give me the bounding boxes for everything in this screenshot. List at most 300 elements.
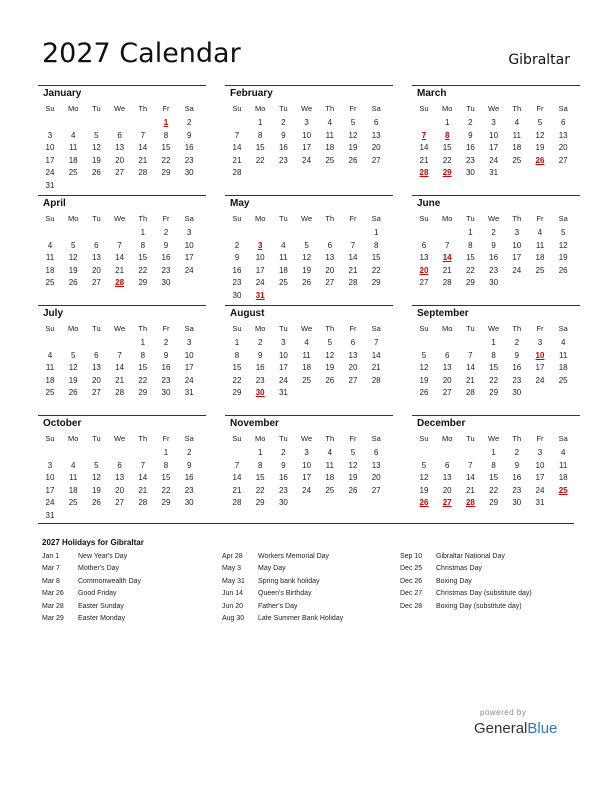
- day-cell: 31: [278, 388, 288, 398]
- day-cell: 3: [47, 130, 53, 140]
- holiday-date: Mar 28: [42, 602, 64, 610]
- day-cell: 25: [68, 498, 78, 508]
- day-cell: 21: [442, 265, 452, 275]
- day-cell: 16: [184, 143, 194, 153]
- day-cell: 30: [465, 168, 475, 178]
- day-cell: 1: [373, 228, 379, 237]
- month-name: June: [417, 198, 441, 209]
- weekday-label: Tu: [279, 324, 288, 333]
- day-cell: 23: [489, 265, 499, 275]
- day-cell: 12: [419, 363, 429, 373]
- day-cell: 11: [325, 460, 334, 470]
- day-cell: 5: [70, 240, 76, 250]
- weekday-label: Sa: [371, 434, 381, 443]
- weekday-label: Th: [325, 434, 335, 443]
- weekday-label: Sa: [558, 324, 568, 333]
- day-cell: 2: [186, 448, 192, 457]
- day-cell: 12: [68, 253, 78, 263]
- day-cell: 11: [302, 350, 311, 360]
- day-cell: 8: [163, 460, 169, 470]
- day-cell: 31: [184, 388, 194, 398]
- day-cell: 11: [325, 130, 334, 140]
- day-cell: 21: [115, 265, 125, 275]
- day-cell: 3: [186, 338, 192, 347]
- day-cell: 24: [278, 375, 288, 385]
- weekday-label: Fr: [536, 324, 544, 333]
- day-cell: 19: [535, 143, 545, 153]
- day-cell: 29: [255, 498, 265, 508]
- day-cell: 13: [115, 473, 125, 483]
- day-cell: 30: [184, 168, 194, 178]
- month-name: October: [43, 418, 82, 429]
- day-cell: 27: [348, 375, 358, 385]
- day-cell: 3: [47, 460, 53, 470]
- day-cell: 21: [138, 485, 148, 495]
- day-cell: 2: [491, 228, 496, 237]
- weekday-label: Mo: [67, 434, 79, 443]
- day-cell: 19: [91, 485, 101, 495]
- weekday-header: [38, 214, 206, 226]
- day-cell: 6: [94, 350, 99, 360]
- day-cell: 15: [255, 473, 265, 483]
- day-cell: 9: [514, 350, 520, 360]
- day-cell: 12: [535, 130, 545, 140]
- weekday-label: Su: [232, 434, 242, 443]
- day-cell: 15: [371, 253, 381, 263]
- day-cell: 1: [491, 338, 496, 347]
- day-cell: 15: [161, 473, 171, 483]
- weekday-label: Su: [419, 324, 429, 333]
- day-cell: 25: [278, 278, 288, 288]
- day-cell: 20: [115, 155, 125, 165]
- day-cell: 7: [117, 350, 122, 360]
- day-cell: 12: [91, 143, 101, 153]
- day-cell: 16: [161, 253, 171, 263]
- holiday-item: [222, 578, 402, 590]
- day-cell: 28: [138, 168, 148, 178]
- holiday-name: Good Friday: [78, 590, 117, 598]
- day-cell: 23: [278, 485, 288, 495]
- day-cell: 13: [325, 253, 335, 263]
- day-cell: 21: [419, 155, 429, 165]
- day-cell: 17: [302, 473, 312, 483]
- day-cell: 16: [278, 143, 288, 153]
- holiday-item: [400, 565, 580, 577]
- weekday-header: [412, 324, 580, 336]
- weekday-label: Su: [232, 324, 242, 333]
- day-cell: 15: [138, 363, 148, 373]
- holiday-date: Sep 10: [400, 553, 423, 560]
- weekday-label: Th: [512, 434, 522, 443]
- day-cell: 5: [421, 350, 427, 360]
- holiday-date: Dec 28: [400, 602, 423, 610]
- holiday-item: [42, 565, 222, 577]
- weekday-label: Tu: [92, 214, 101, 223]
- weekday-label: Mo: [67, 214, 79, 223]
- day-cell: 19: [325, 363, 335, 373]
- day-cell: 30: [278, 498, 288, 508]
- day-cell: 18: [558, 473, 568, 483]
- month-march: [412, 85, 580, 193]
- day-cell: 1: [140, 338, 146, 347]
- weekday-label: Su: [232, 214, 242, 223]
- day-cell: 5: [327, 338, 333, 347]
- day-cell: 11: [559, 350, 568, 360]
- day-cell: 5: [94, 460, 99, 470]
- day-cell: 27: [115, 498, 125, 508]
- day-cell: 29: [138, 388, 148, 398]
- day-cell: 17: [45, 485, 55, 495]
- day-cell: 6: [444, 460, 450, 470]
- day-cell: 19: [91, 155, 101, 165]
- weekday-header: [225, 324, 393, 336]
- holiday-item: [222, 565, 402, 577]
- day-cell: 1: [468, 228, 473, 237]
- day-cell: 5: [94, 130, 99, 140]
- day-cell: 15: [489, 363, 499, 373]
- day-cell: 20: [348, 363, 358, 373]
- holiday-date: Apr 28: [222, 553, 243, 560]
- holiday-date: May 31: [222, 577, 245, 585]
- day-cell: 9: [514, 460, 520, 470]
- day-cell: 2: [281, 448, 286, 457]
- day-cell: 6: [327, 240, 333, 250]
- day-cell: 23: [465, 155, 475, 165]
- day-cell: 18: [535, 253, 545, 263]
- month-october: [38, 415, 206, 523]
- day-cell: 2: [186, 118, 192, 127]
- day-cell: 30: [489, 278, 499, 288]
- day-cell: 31: [489, 168, 499, 178]
- weekday-label: Th: [325, 104, 335, 113]
- day-cell: 7: [234, 130, 240, 140]
- day-cell: 4: [70, 130, 76, 140]
- day-cell: 13: [558, 130, 568, 140]
- day-cell: 26: [302, 278, 312, 288]
- weekday-label: Tu: [279, 434, 288, 443]
- holiday-item: [42, 578, 222, 590]
- day-cell: 6: [373, 118, 379, 127]
- holiday-date: Mar 7: [42, 565, 60, 573]
- day-cell: 10: [278, 350, 288, 360]
- weekday-label: Fr: [536, 214, 544, 223]
- day-cell: 12: [348, 460, 358, 470]
- day-cell: 2: [514, 338, 520, 347]
- holiday-item: [42, 603, 222, 615]
- day-cell: 18: [325, 473, 335, 483]
- day-cell: 22: [442, 155, 452, 165]
- month-name: May: [230, 198, 250, 209]
- weekday-label: We: [114, 434, 126, 443]
- day-cell: 20: [91, 265, 101, 275]
- weekday-label: Su: [232, 104, 242, 113]
- month-divider: [225, 305, 393, 306]
- day-cell: 20: [371, 143, 381, 153]
- weekday-label: Sa: [184, 104, 194, 113]
- holiday-date: Jun 20: [222, 602, 244, 610]
- day-cell: 23: [184, 485, 194, 495]
- day-cell: 4: [327, 118, 333, 127]
- weekday-header: [412, 214, 580, 226]
- holiday-column: [222, 553, 402, 627]
- weekday-label: Mo: [67, 104, 79, 113]
- holiday-item: [222, 553, 402, 565]
- day-cell: 24: [45, 168, 55, 178]
- brand-left: General: [474, 720, 528, 737]
- day-cell: 28: [232, 168, 242, 178]
- day-cell: 18: [68, 485, 78, 495]
- day-cell: 24: [535, 375, 545, 385]
- holiday-name: Spring bank holiday: [258, 577, 320, 585]
- holiday-date: Mar 29: [42, 614, 64, 622]
- month-august: [225, 305, 393, 413]
- weekday-label: Su: [45, 104, 55, 113]
- day-cell: 2: [468, 118, 473, 127]
- weekday-label: Th: [512, 104, 522, 113]
- day-cell: 30: [184, 498, 194, 508]
- day-cell: 6: [421, 240, 427, 250]
- day-cell: 6: [94, 240, 99, 250]
- month-divider: [225, 415, 393, 416]
- holiday-name: Boxing Day (substitute day): [436, 602, 522, 610]
- month-name: September: [417, 308, 469, 319]
- day-cell: 21: [465, 375, 475, 385]
- day-cell: 5: [421, 460, 427, 470]
- day-cell: 22: [232, 375, 242, 385]
- day-cell: 16: [512, 363, 522, 373]
- day-cell: 22: [138, 375, 148, 385]
- holiday-name: Easter Monday: [78, 614, 126, 622]
- day-cell: 8: [468, 240, 473, 250]
- day-cell: 28: [442, 278, 452, 288]
- day-cell: 16: [489, 253, 499, 263]
- country-name: Gibraltar: [508, 52, 570, 68]
- weekday-label: Mo: [441, 434, 453, 443]
- day-cell: 14: [232, 473, 242, 483]
- day-cell: 22: [161, 485, 171, 495]
- holiday-day-cell: 30: [255, 388, 265, 398]
- day-cell: 24: [45, 498, 55, 508]
- month-divider: [412, 85, 580, 86]
- day-cell: 27: [442, 388, 452, 398]
- day-cell: 8: [234, 350, 240, 360]
- holiday-name: Gibraltar National Day: [436, 553, 505, 560]
- day-cell: 7: [234, 460, 240, 470]
- day-cell: 14: [138, 473, 148, 483]
- brand-logo[interactable]: [474, 720, 557, 737]
- day-cell: 10: [45, 143, 55, 153]
- weekday-label: Su: [419, 434, 429, 443]
- day-cell: 27: [371, 485, 381, 495]
- day-cell: 26: [325, 375, 335, 385]
- day-cell: 6: [350, 338, 356, 347]
- day-cell: 4: [327, 448, 333, 457]
- day-cell: 24: [512, 265, 522, 275]
- day-cell: 2: [163, 338, 169, 347]
- day-cell: 14: [232, 143, 242, 153]
- day-cell: 6: [444, 350, 450, 360]
- day-cell: 15: [442, 143, 452, 153]
- day-cell: 17: [302, 143, 312, 153]
- day-cell: 13: [91, 253, 101, 263]
- weekday-header: [225, 104, 393, 116]
- day-cell: 7: [468, 350, 473, 360]
- day-cell: 13: [442, 473, 452, 483]
- day-cell: 8: [257, 130, 263, 140]
- day-cell: 28: [115, 388, 125, 398]
- day-cell: 22: [371, 265, 381, 275]
- holiday-date: Aug 30: [222, 614, 245, 622]
- weekday-header: [38, 104, 206, 116]
- day-cell: 22: [465, 265, 475, 275]
- month-divider: [38, 195, 206, 196]
- day-cell: 16: [465, 143, 475, 153]
- weekday-label: Mo: [254, 324, 266, 333]
- day-cell: 16: [512, 473, 522, 483]
- day-cell: 20: [91, 375, 101, 385]
- day-cell: 24: [255, 278, 265, 288]
- day-cell: 14: [115, 253, 125, 263]
- weekday-label: Mo: [67, 324, 79, 333]
- day-cell: 19: [68, 375, 78, 385]
- weekday-label: Sa: [184, 434, 194, 443]
- day-cell: 12: [68, 363, 78, 373]
- day-cell: 14: [371, 350, 381, 360]
- month-november: [225, 415, 393, 523]
- holiday-day-cell: 1: [163, 118, 169, 127]
- day-cell: 13: [371, 460, 381, 470]
- day-cell: 17: [535, 473, 545, 483]
- day-cell: 18: [68, 155, 78, 165]
- day-cell: 13: [419, 253, 429, 263]
- month-name: August: [230, 308, 265, 319]
- day-cell: 22: [138, 265, 148, 275]
- day-cell: 10: [512, 240, 522, 250]
- day-cell: 13: [115, 143, 125, 153]
- day-cell: 4: [281, 240, 286, 250]
- holiday-name: Mother's Day: [78, 565, 120, 573]
- day-cell: 23: [161, 265, 171, 275]
- day-cell: 5: [70, 350, 76, 360]
- month-divider: [38, 305, 206, 306]
- holiday-day-cell: 3: [257, 240, 263, 250]
- day-cell: 10: [255, 253, 265, 263]
- day-cell: 19: [419, 375, 429, 385]
- day-cell: 26: [348, 485, 358, 495]
- day-cell: 8: [491, 460, 496, 470]
- day-cell: 5: [537, 118, 543, 127]
- day-cell: 19: [419, 485, 429, 495]
- day-cell: 18: [45, 265, 55, 275]
- holiday-item: [42, 590, 222, 602]
- day-cell: 12: [325, 350, 335, 360]
- day-cell: 27: [371, 155, 381, 165]
- holiday-name: Christmas Day: [436, 565, 482, 573]
- day-cell: 11: [512, 130, 521, 140]
- day-cell: 30: [161, 278, 171, 288]
- day-cell: 27: [558, 155, 568, 165]
- day-cell: 15: [161, 143, 171, 153]
- month-divider: [412, 305, 580, 306]
- day-cell: 26: [348, 155, 358, 165]
- weekday-label: We: [488, 214, 500, 223]
- day-cell: 25: [325, 485, 335, 495]
- day-cell: 10: [302, 460, 312, 470]
- day-cell: 11: [535, 240, 545, 250]
- day-cell: 19: [302, 265, 312, 275]
- day-cell: 1: [257, 448, 263, 457]
- weekday-label: Fr: [349, 434, 357, 443]
- weekday-header: [225, 214, 393, 226]
- holiday-name: Queen's Birthday: [258, 590, 312, 598]
- weekday-label: We: [301, 434, 313, 443]
- weekday-label: Th: [138, 324, 148, 333]
- day-cell: 30: [512, 388, 522, 398]
- day-cell: 8: [491, 350, 496, 360]
- weekday-header: [38, 324, 206, 336]
- day-cell: 16: [232, 265, 242, 275]
- weekday-label: Tu: [466, 434, 475, 443]
- day-cell: 3: [304, 118, 309, 127]
- weekday-label: Fr: [162, 324, 170, 333]
- day-cell: 19: [558, 253, 568, 263]
- weekday-label: Fr: [349, 324, 357, 333]
- day-cell: 8: [257, 460, 263, 470]
- day-cell: 17: [535, 363, 545, 373]
- day-cell: 25: [68, 168, 78, 178]
- month-divider: [225, 195, 393, 196]
- day-cell: 14: [465, 473, 475, 483]
- holiday-column: [400, 553, 580, 615]
- brand-right: Blue: [527, 720, 558, 737]
- day-cell: 1: [140, 228, 146, 237]
- holiday-item: [222, 615, 402, 627]
- day-cell: 24: [184, 375, 194, 385]
- day-cell: 21: [232, 155, 242, 165]
- holiday-date: May 3: [222, 565, 242, 573]
- holiday-date: Dec 26: [400, 577, 423, 585]
- day-cell: 21: [371, 363, 381, 373]
- holiday-name: Commonwealth Day: [78, 577, 142, 585]
- day-cell: 30: [512, 498, 522, 508]
- weekday-label: Tu: [466, 104, 475, 113]
- weekday-label: Su: [45, 434, 55, 443]
- day-cell: 10: [184, 350, 194, 360]
- weekday-label: Th: [138, 434, 148, 443]
- holiday-day-cell: 28: [419, 168, 429, 178]
- holiday-date: Dec 27: [400, 590, 423, 598]
- holiday-day-cell: 28: [115, 278, 125, 288]
- weekday-header: [412, 104, 580, 116]
- day-cell: 11: [69, 473, 78, 483]
- day-cell: 29: [489, 498, 499, 508]
- day-cell: 31: [45, 181, 55, 190]
- day-cell: 22: [489, 485, 499, 495]
- day-cell: 28: [348, 278, 358, 288]
- month-divider: [225, 85, 393, 86]
- day-cell: 16: [161, 363, 171, 373]
- day-cell: 22: [161, 155, 171, 165]
- day-cell: 28: [465, 388, 475, 398]
- day-cell: 9: [491, 240, 496, 250]
- day-cell: 11: [45, 363, 55, 373]
- day-cell: 2: [281, 118, 286, 127]
- day-cell: 9: [281, 460, 286, 470]
- weekday-label: We: [488, 324, 500, 333]
- day-cell: 21: [115, 375, 125, 385]
- day-cell: 26: [91, 168, 101, 178]
- day-cell: 11: [45, 253, 55, 263]
